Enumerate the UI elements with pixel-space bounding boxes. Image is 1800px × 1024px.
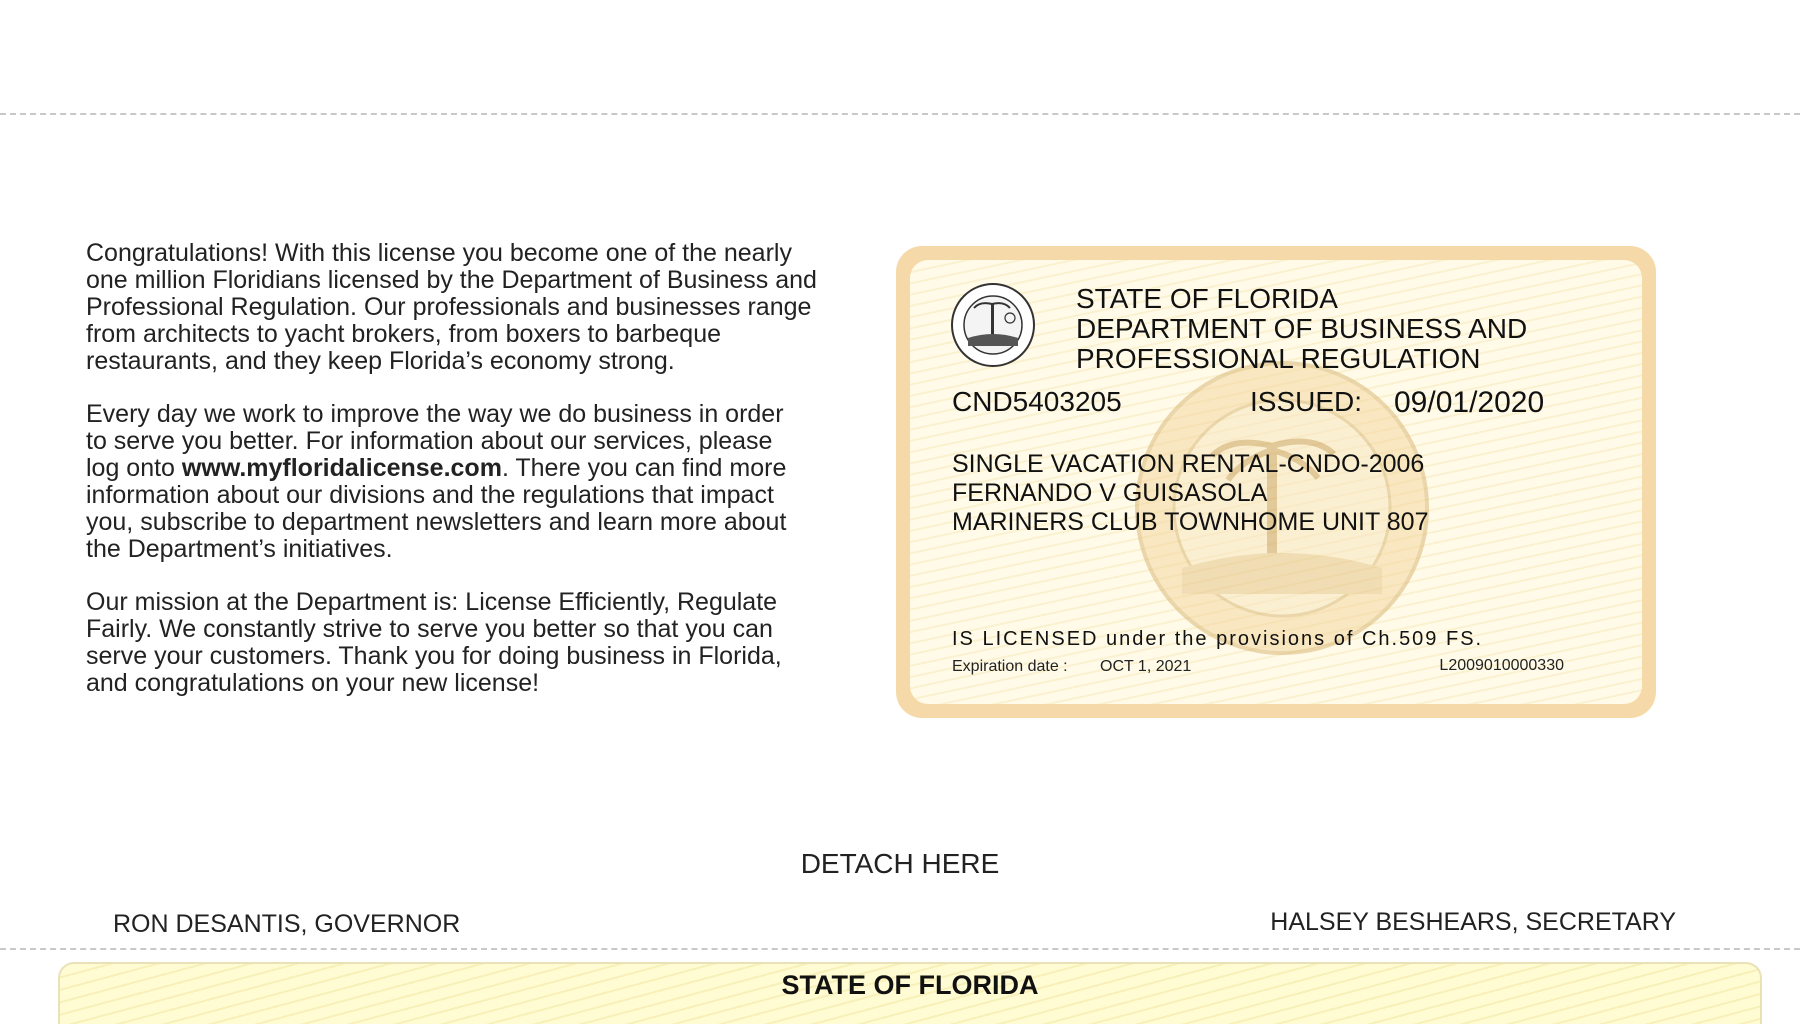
expiration-date: OCT 1, 2021 xyxy=(1100,658,1192,675)
letter-paragraph-mission: Our mission at the Department is: License Efficiently, Regulate Fairly. We constantly strive to serve you better so that you can serve your customers. Thank you for doing business in Florida, and congratulations on your new license! xyxy=(86,588,782,697)
letter-paragraph-services xyxy=(86,401,876,563)
expiration-label: Expiration date : xyxy=(952,658,1068,675)
issued-label: ISSUED: xyxy=(1250,386,1363,417)
perforation-line-bottom xyxy=(0,948,1800,950)
license-card xyxy=(896,246,1656,718)
bottom-strip-title: STATE OF FLORIDA xyxy=(781,970,1039,1000)
license-number: CND5403205 xyxy=(952,386,1122,417)
governor-name: RON DESANTIS, GOVERNOR xyxy=(113,910,461,938)
licensed-statement: IS LICENSED under the provisions of Ch.509 FS. xyxy=(952,628,1484,650)
letter-text: Every day we work to improve the way we do business in order to serve you better. For information about our services, please log onto xyxy=(86,400,784,482)
letter-paragraph-congratulations: Congratulations! With this license you become one of the nearly one million Floridians licensed by the Department of Business and Professional Regulation. Our professionals and businesses range from architects to yacht brokers, from boxers to barbeque restaurants, and they keep Florida’s economy strong. xyxy=(86,239,817,375)
license-type: SINGLE VACATION RENTAL-CNDO-2006 xyxy=(952,450,1425,478)
state-seal-icon xyxy=(950,282,1036,368)
licensee-name: FERNANDO V GUISASOLA xyxy=(952,479,1268,507)
issued-date: 09/01/2020 xyxy=(1394,386,1545,419)
bottom-license-strip xyxy=(58,962,1762,1024)
perforation-line-top xyxy=(0,113,1800,115)
secretary-name: HALSEY BESHEARS, SECRETARY xyxy=(1270,908,1676,936)
certificate-number: L2009010000330 xyxy=(1439,657,1564,674)
letter-text: . There you can find more information about our divisions and the regulations that impact you, subscribe to department newsletters and learn more about the Department’s initiatives. xyxy=(86,454,787,563)
premises-name: MARINERS CLUB TOWNHOME UNIT 807 xyxy=(952,508,1429,536)
detach-here-label: DETACH HERE xyxy=(800,848,1000,879)
website-link[interactable]: www.myfloridalicense.com xyxy=(181,454,502,482)
license-details xyxy=(952,450,1428,537)
letter-body xyxy=(86,240,876,723)
card-agency-title: STATE OF FLORIDA DEPARTMENT OF BUSINESS AND PROFESSIONAL REGULATION xyxy=(1076,283,1528,374)
license-card-face xyxy=(910,260,1642,704)
